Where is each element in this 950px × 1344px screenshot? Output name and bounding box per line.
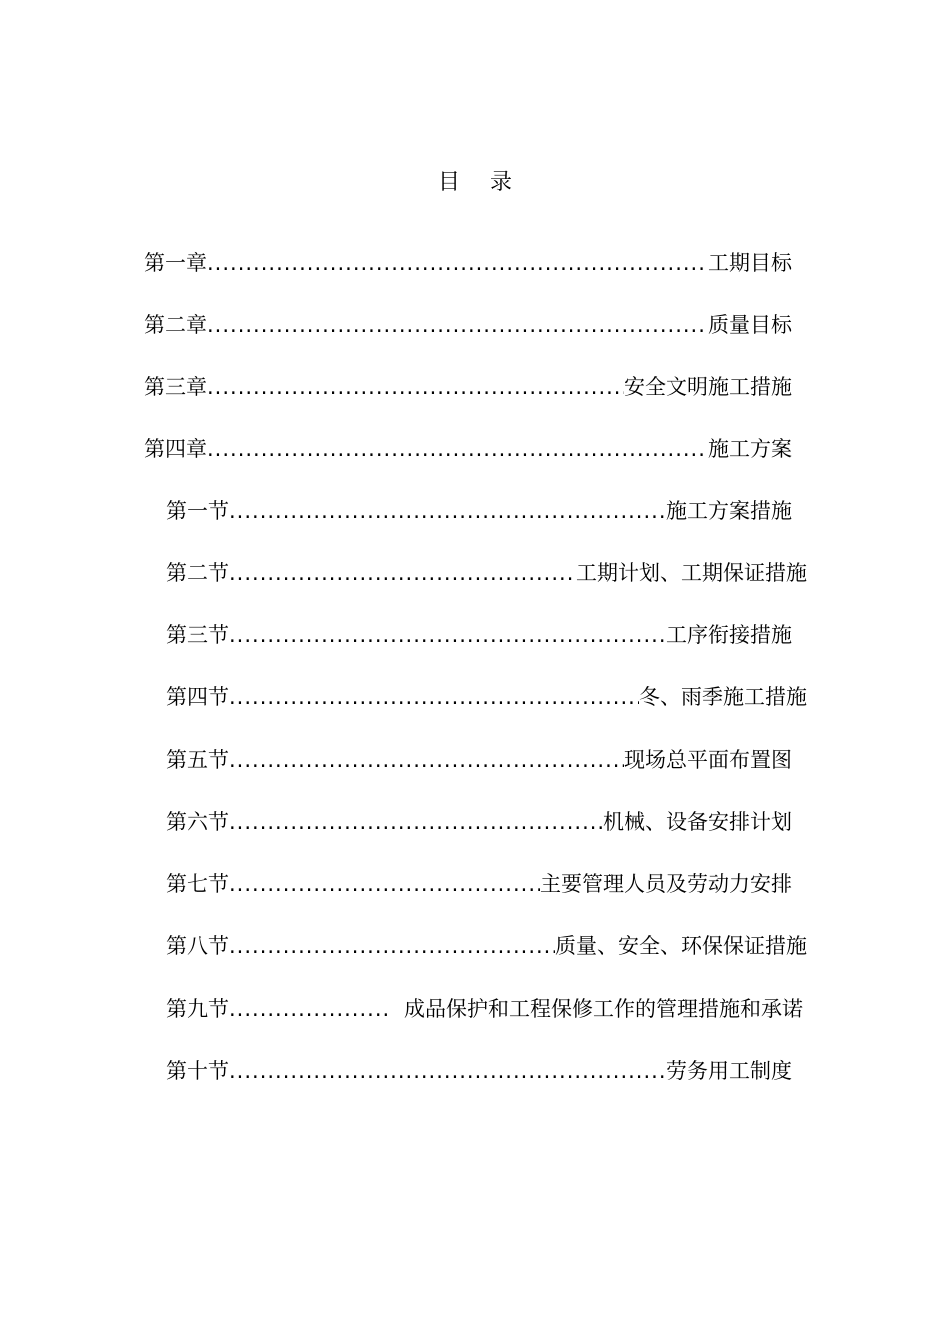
- toc-label: 第六节: [166, 810, 229, 834]
- toc-heading: 冬、雨季施工措施: [639, 685, 807, 709]
- toc-section-2[interactable]: [166, 558, 807, 588]
- dot-leader: [207, 372, 624, 402]
- toc-label: 第七节: [166, 872, 229, 896]
- toc-chapter-4[interactable]: [144, 434, 792, 464]
- toc-section-3[interactable]: [166, 620, 792, 650]
- toc-heading: 工期目标: [708, 251, 792, 275]
- dot-leader: [229, 869, 540, 899]
- toc-section-5[interactable]: [166, 745, 792, 775]
- toc-heading: 施工方案措施: [666, 499, 792, 523]
- toc-chapter-3[interactable]: [144, 372, 792, 402]
- toc-heading: 施工方案: [708, 437, 792, 461]
- toc-label: 第二节: [166, 561, 229, 585]
- toc-label: 第三章: [144, 375, 207, 399]
- dot-leader: [229, 682, 639, 712]
- toc-heading: 安全文明施工措施: [624, 375, 792, 399]
- toc-section-9[interactable]: [166, 994, 803, 1024]
- dot-leader: [229, 931, 555, 961]
- toc-heading: 质量目标: [708, 313, 792, 337]
- dot-leader: [229, 496, 666, 526]
- toc-heading: 机械、设备安排计划: [603, 810, 792, 834]
- dot-leader: [229, 745, 624, 775]
- dot-leader: [207, 310, 708, 340]
- toc-chapter-2[interactable]: [144, 310, 792, 340]
- toc-heading: 工期计划、工期保证措施: [576, 561, 807, 585]
- toc-section-4[interactable]: [166, 682, 807, 712]
- toc-label: 第八节: [166, 934, 229, 958]
- toc-label: 第四章: [144, 437, 207, 461]
- dot-leader: [229, 1056, 666, 1086]
- toc-heading: 劳务用工制度: [666, 1059, 792, 1083]
- toc-label: 第一节: [166, 499, 229, 523]
- toc-title: 目录: [437, 170, 542, 195]
- toc-label: 第十节: [166, 1059, 229, 1083]
- toc-section-1[interactable]: [166, 496, 792, 526]
- dot-leader: [229, 558, 576, 588]
- toc-chapter-1[interactable]: [144, 248, 792, 278]
- dot-leader: [207, 248, 708, 278]
- toc-heading: 质量、安全、环保保证措施: [555, 934, 807, 958]
- toc-label: 第二章: [144, 313, 207, 337]
- toc-label: 第三节: [166, 623, 229, 647]
- toc-section-6[interactable]: [166, 807, 792, 837]
- toc-heading: 现场总平面布置图: [624, 748, 792, 772]
- dot-leader: [229, 994, 390, 1024]
- toc-heading: 工序衔接措施: [666, 623, 792, 647]
- toc-label: 第四节: [166, 685, 229, 709]
- toc-label: 第五节: [166, 748, 229, 772]
- dot-leader: [229, 620, 666, 650]
- toc-section-10[interactable]: [166, 1056, 792, 1086]
- dot-leader: [229, 807, 603, 837]
- toc-section-7[interactable]: [166, 869, 792, 899]
- toc-label: 第一章: [144, 251, 207, 275]
- toc-section-8[interactable]: [166, 931, 807, 961]
- toc-label: 第九节: [166, 997, 229, 1021]
- toc-heading: 主要管理人员及劳动力安排: [540, 872, 792, 896]
- dot-leader: [207, 434, 708, 464]
- toc-heading: 成品保护和工程保修工作的管理措施和承诺: [404, 997, 803, 1021]
